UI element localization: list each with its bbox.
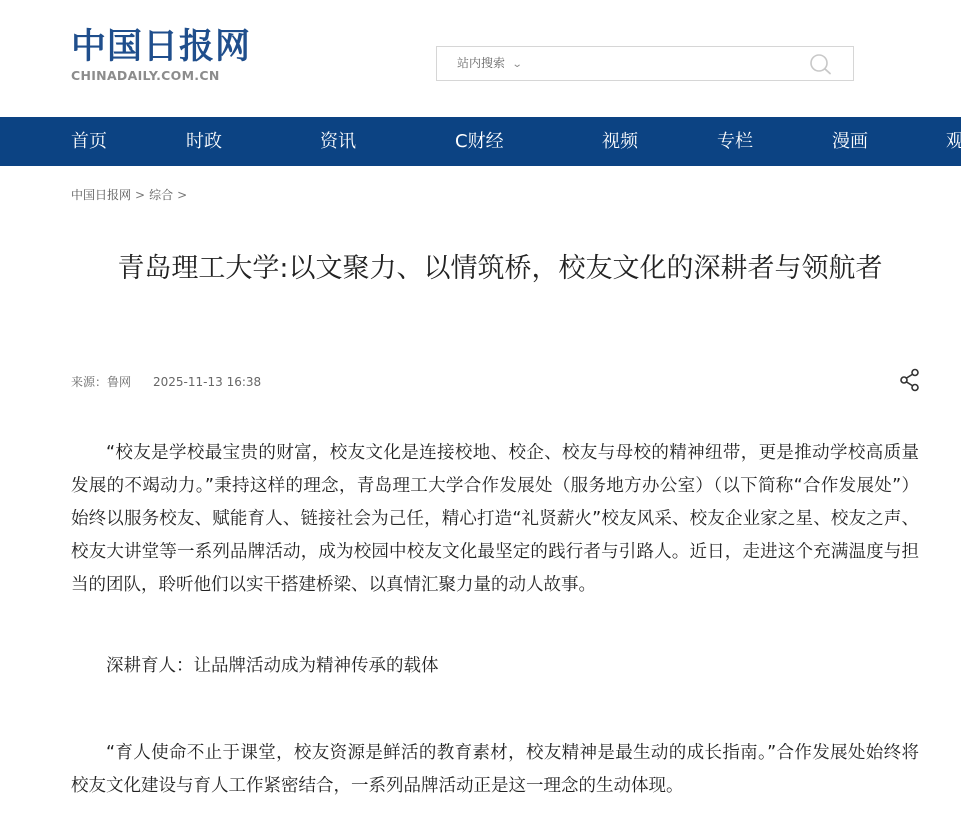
article-source: 来源：鲁网 xyxy=(71,375,132,389)
chevron-down-icon: ⌄ xyxy=(511,59,523,70)
nav-item-home[interactable]: 首页 xyxy=(71,131,107,152)
search-scope-label: 站内搜索 xyxy=(457,56,506,70)
search-icon[interactable] xyxy=(809,53,833,75)
nav-item-opinion[interactable]: 观 xyxy=(946,131,964,152)
search-box xyxy=(436,46,854,81)
logo-english: CHINADAILY.COM.CN xyxy=(71,68,220,83)
site-header xyxy=(0,0,961,117)
article-paragraph: “育人使命不止于课堂，校友资源是鲜活的教育素材，校友精神是最生动的成长指南。”合作发展处始终将校友文化建设与育人工作紧密结合，一系列品牌活动正是这一理念的生动体现。 xyxy=(71,743,919,796)
article-meta xyxy=(71,373,261,390)
breadcrumb-category-link[interactable]: 综合 xyxy=(149,188,174,202)
breadcrumb-separator: > xyxy=(177,188,188,202)
logo-chinese: 中国日报网 xyxy=(71,26,252,67)
nav-item-finance[interactable]: C财经 xyxy=(455,131,504,152)
nav-item-news[interactable]: 资讯 xyxy=(320,131,356,152)
site-logo[interactable] xyxy=(71,26,252,88)
search-input[interactable] xyxy=(547,51,801,78)
article-datetime: 2025-11-13 16:38 xyxy=(153,375,262,389)
article-subheading: 深耕育人：让品牌活动成为精神传承的载体 xyxy=(106,656,439,676)
search-scope-dropdown[interactable] xyxy=(457,47,521,80)
nav-item-columns[interactable]: 专栏 xyxy=(717,131,753,152)
main-nav xyxy=(0,117,964,166)
nav-item-politics[interactable]: 时政 xyxy=(186,131,222,152)
breadcrumb-separator: > xyxy=(135,188,146,202)
nav-item-video[interactable]: 视频 xyxy=(602,131,638,152)
share-icon[interactable] xyxy=(899,368,921,392)
article-paragraph: “校友是学校最宝贵的财富，校友文化是连接校地、校企、校友与母校的精神纽带，更是推动学校高质量发展的不竭动力。”秉持这样的理念，青岛理工大学合作发展处（服务地方办公室）（以下简称“合作发展处”）始终以服务校友、赋能育人、链接社会为己任，精心打造“礼贤薪火”校友风采、校友企业家之星、校友之声、校友大讲堂等一系列品牌活动，成为校园中校友文化最坚定的践行者与引路人。近日，走进这个充满温度与担当的团队，聆听他们以实干搭建桥梁、以真情汇聚力量的动人故事。 xyxy=(71,443,919,595)
article-body xyxy=(71,437,919,803)
nav-item-comics[interactable]: 漫画 xyxy=(832,131,868,152)
breadcrumb xyxy=(71,186,191,203)
breadcrumb-home-link[interactable]: 中国日报网 xyxy=(71,188,132,202)
article-title: 青岛理工大学:以文聚力、以情筑桥，校友文化的深耕者与领航者 xyxy=(117,253,883,284)
